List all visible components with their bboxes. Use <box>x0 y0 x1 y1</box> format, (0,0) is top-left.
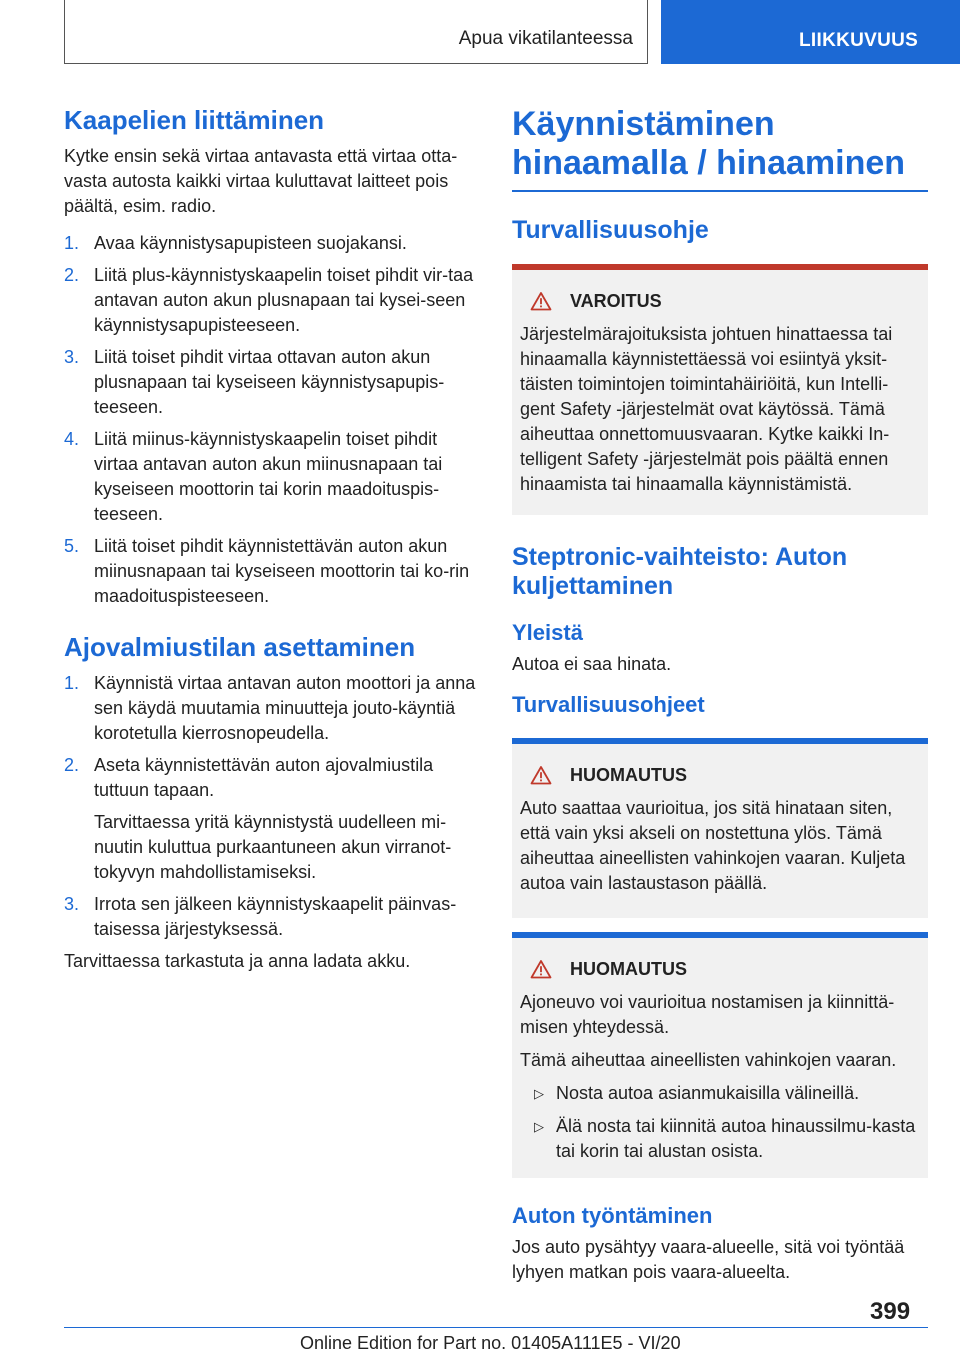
list-item <box>64 534 476 609</box>
bullet-triangle-icon: ▷ <box>534 1086 544 1101</box>
drive-closing: Tarvittaessa tarkastuta ja anna ladata akku. <box>64 951 411 971</box>
step-text: Liitä toiset pihdit käynnistettävän auton akun miinusnapaan tai kyseiseen moottorin tai ko-rin maadoituspisteeseen. <box>94 536 470 606</box>
step-number: 2. <box>64 265 80 285</box>
title-rule <box>512 190 928 192</box>
note-title: HUOMAUTUS <box>570 765 687 785</box>
list-item <box>64 427 476 527</box>
cables-intro: Kytke ensin sekä virtaa antavasta että virtaa otta-vasta autosta kaikki virtaa kuluttavat laitteet pois päältä, esim. radio. <box>64 146 458 216</box>
list-item <box>64 671 476 746</box>
list-item <box>520 1081 920 1106</box>
step-text: Liitä plus-käynnistyskaapelin toiset pihdit vir-taa antavan auton akun plusnapaan tai kysei-seen käynnistysapupisteeseen. <box>94 265 474 335</box>
note-box-1 <box>512 738 928 918</box>
step-text: Irrota sen jälkeen käynnistyskaapelit päinvas-taisessa järjestyksessä. <box>94 894 457 939</box>
safety-heading: Turvallisuusohje <box>512 216 709 244</box>
bullet-text: Älä nosta tai kiinnitä autoa hinaussilmu-kasta tai korin tai alustan osista. <box>556 1116 916 1161</box>
note-title: HUOMAUTUS <box>570 959 687 979</box>
header-chapter-tab <box>661 0 960 64</box>
step-number: 3. <box>64 347 80 367</box>
right-column <box>512 100 928 1285</box>
step-text: Aseta käynnistettävän auton ajovalmiustila tuttuun tapaan. <box>94 755 434 800</box>
step-number: 1. <box>64 673 80 693</box>
header-section-title: Apua vikatilanteessa <box>458 28 633 49</box>
list-item <box>520 1114 920 1164</box>
drive-steps <box>64 671 476 942</box>
warning-title-row <box>520 290 920 312</box>
warning-box <box>512 264 928 515</box>
list-item <box>64 231 476 256</box>
list-item <box>64 345 476 420</box>
steptronic-heading: Steptronic-vaihteisto: Auton kuljettaminen <box>512 543 848 600</box>
footer-rule <box>64 1327 928 1328</box>
general-heading: Yleistä <box>512 620 583 645</box>
note-text: Auto saattaa vaurioitua, jos sitä hinataan siten, että vain yksi akseli on nostettuna ylös. Tämä aiheuttaa aineellisten vahinkojen vaaran. Kuljeta autoa vain lastaustason päällä. <box>520 798 906 893</box>
list-item <box>64 753 476 885</box>
edition-text: Online Edition for Part no. 01405A111E5 - VI/20 <box>300 1333 681 1353</box>
push-text: Jos auto pysähtyy vaara-alueelle, sitä voi työntää lyhyen matkan pois vaara-alueelta. <box>512 1237 905 1282</box>
warning-title: VAROITUS <box>570 291 662 311</box>
cables-heading: Kaapelien liittäminen <box>64 105 325 135</box>
page-title: Käynnistäminen hinaamalla / hinaaminen <box>512 105 906 182</box>
drive-heading: Ajovalmiustilan asettaminen <box>64 632 416 662</box>
warning-text: Järjestelmärajoituksista johtuen hinattaessa tai hinaamalla käynnistettäessä voi esiintyä yksit-täisten toimintojen toimintahäiriöitä, kun Intelli-gent Safety -järjestelmät ovat käytössä. Tämä aiheuttaa onnettomuusvaaran. Kytke kaikki In-telligent Safety -järjestelmät pois päältä ennen hinaamista tai hinaamalla käynnistämistä. <box>520 324 893 494</box>
note-box-2 <box>512 932 928 1178</box>
list-item <box>64 263 476 338</box>
general-text: Autoa ei saa hinata. <box>512 654 672 674</box>
list-item <box>64 892 476 942</box>
step-number: 4. <box>64 429 80 449</box>
warning-triangle-icon <box>530 959 552 979</box>
note-text-2: Tämä aiheuttaa aineellisten vahinkojen vaaran. <box>520 1050 897 1070</box>
safety2-heading: Turvallisuusohjeet <box>512 692 705 717</box>
step-text: Liitä toiset pihdit virtaa ottavan auton akun plusnapaan tai kyseiseen käynnistysapupis-teeseen. <box>94 347 445 417</box>
note-title-row <box>520 764 920 786</box>
note-text: Ajoneuvo voi vaurioitua nostamisen ja kiinnittä-misen yhteydessä. <box>520 992 895 1037</box>
step-text: Käynnistä virtaa antavan auton moottori ja anna sen käydä muutamia minuutteja jouto-käyntiä korotetulla kierrosnopeudella. <box>94 673 476 743</box>
step-text: Avaa käynnistysapupisteen suojakansi. <box>94 233 407 253</box>
bullet-triangle-icon: ▷ <box>534 1119 544 1134</box>
note-title-row <box>520 958 920 980</box>
step-number: 2. <box>64 755 80 775</box>
cables-steps <box>64 231 476 609</box>
push-heading: Auton työntäminen <box>512 1203 713 1228</box>
page-number: 399 <box>870 1298 911 1325</box>
header-section-box <box>64 0 648 64</box>
step-number: 1. <box>64 233 80 253</box>
step-number: 3. <box>64 894 80 914</box>
warning-triangle-icon <box>530 765 552 785</box>
step-number: 5. <box>64 536 80 556</box>
step-text: Liitä miinus-käynnistyskaapelin toiset pihdit virtaa antavan auton akun miinusnapaan tai kyseiseen moottorin tai korin maadoituspis-teeseen. <box>94 429 443 524</box>
left-column <box>64 100 476 974</box>
warning-triangle-icon <box>530 291 552 311</box>
step-subtext: Tarvittaessa yritä käynnistystä uudelleen mi-nuutin kuluttua purkaantuneen akun virranot-tokyvyn mahdollistamiseksi. <box>94 812 452 882</box>
bullet-text: Nosta autoa asianmukaisilla välineillä. <box>556 1083 860 1103</box>
header-chapter-label: LIIKKUVUUS <box>799 30 919 51</box>
